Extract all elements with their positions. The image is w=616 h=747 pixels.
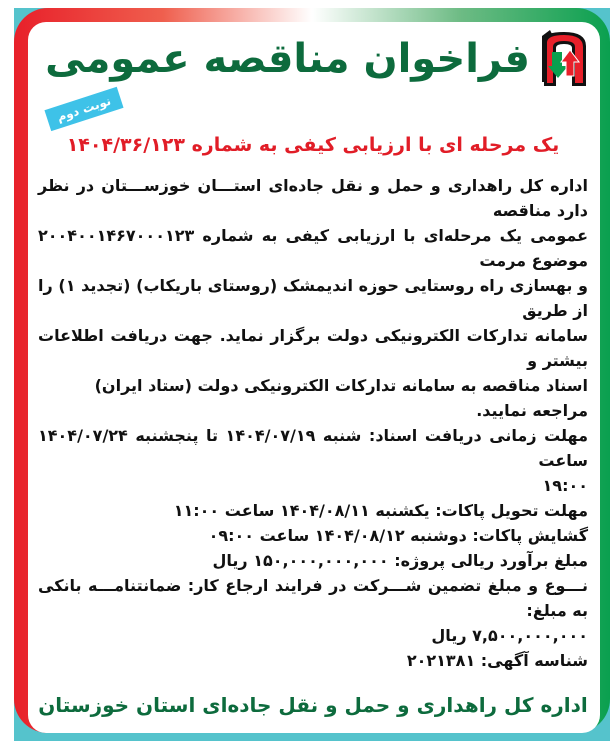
tender-ad-card [28,22,600,733]
gradient-frame [14,8,610,733]
body-line: سامانه تدارکات الکترونیکی دولت برگزار نماید. جهت دریافت اطلاعات بیشتر و [38,325,588,370]
road-maintenance-logo-icon [540,30,588,88]
ad-title: فراخوان مناقصه عمومی [45,36,530,82]
submission-deadline: مهلت تحویل پاکات: یکشنبه ۱۴۰۴/۰۸/۱۱ ساعت ۱۱:۰۰ [173,500,588,520]
ad-id: شناسه آگهی: ۲۰۲۱۳۸۱ [406,650,588,670]
guarantee-type: نـــوع و مبلغ تضمین شـــرکت در فرایند ارجاع کار: ضمانتنامـــه بانکی به مبلغ: [38,575,588,620]
ad-header [38,30,588,125]
body-line: اسناد مناقصه به سامانه تدارکات الکترونیکی دولت (ستاد ایران) مراجعه نمایید. [94,375,588,420]
document-deadline: مهلت زمانی دریافت اسناد: شنبه ۱۴۰۴/۰۷/۱۹ تا پنجشنبه ۱۴۰۴/۰۷/۲۴ ساعت [38,425,589,470]
body-line: اداره کل راهداری و حمل و نقل جاده‌ای استـــان خوزســـتان در نظر دارد مناقصه [38,175,588,220]
second-run-badge: نوبت دوم [44,87,123,131]
outer-background [14,8,610,741]
body-line: عمومی یک مرحله‌ای با ارزیابی کیفی به شماره ۲۰۰۴۰۰۱۴۶۷۰۰۰۱۲۳ موضوع مرمت [38,225,588,270]
estimated-amount: مبلغ برآورد ریالی پروژه: ۱۵۰,۰۰۰,۰۰۰,۰۰۰ ریال [212,550,588,570]
opening-date: گشایش پاکات: دوشنبه ۱۴۰۴/۰۸/۱۲ ساعت ۰۹:۰۰ [208,525,588,545]
body-line: و بهسازی راه روستایی حوزه اندیمشک (روستای باریکاب) (تجدید ۱) را از طریق [38,275,588,320]
ad-body [38,173,588,673]
organization-name: اداره کل راهداری و حمل و نقل جاده‌ای استان خوزستان [38,692,588,717]
guarantee-amount: ۷,۵۰۰,۰۰۰,۰۰۰ ریال [431,625,588,645]
tender-subtitle: یک مرحله ای با ارزیابی کیفی به شماره ۱۴۰۴/۳۶/۱۲۳ [66,134,560,156]
document-deadline-time: ۱۹:۰۰ [542,475,588,495]
